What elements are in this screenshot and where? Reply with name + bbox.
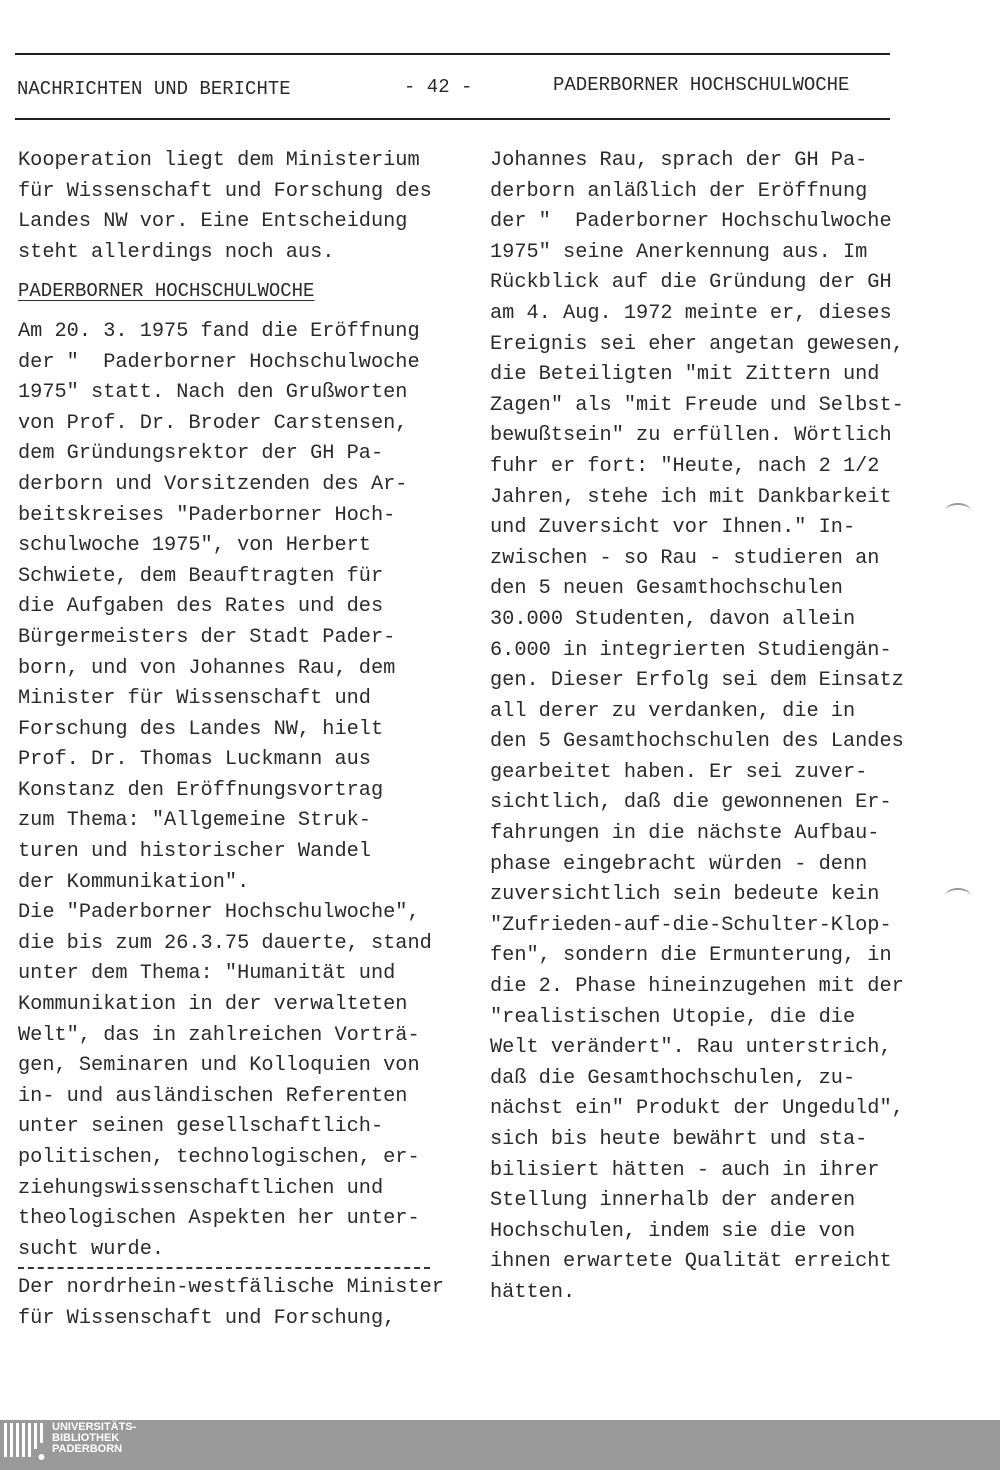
header-top-rule — [15, 53, 890, 55]
header-bottom-rule — [15, 118, 890, 120]
text-line: "Zufrieden-auf-die-Schulter-Klop- — [490, 913, 892, 937]
punch-hole-mark — [945, 503, 971, 519]
text-line: politischen, technologischen, er- — [18, 1146, 420, 1169]
text-line: Forschung des Landes NW, hielt — [18, 717, 384, 741]
text-line: "realistischen Utopie, die die — [490, 1005, 856, 1029]
text-line: der Kommunikation". — [18, 870, 250, 894]
section-heading: PADERBORNER HOCHSCHULWOCHE — [18, 280, 315, 303]
text-line: die Aufgaben des Rates und des — [18, 595, 384, 619]
text-line: Der nordrhein-westfälische Minister — [18, 1276, 444, 1300]
text-line: fahrungen in die nächste Aufbau- — [490, 822, 880, 846]
text-line: gen. Dieser Erfolg sei dem Einsatz — [490, 669, 904, 693]
text-line: theologischen Aspekten her unter- — [18, 1207, 420, 1231]
text-line: Welt verändert". Rau unterstrich, — [490, 1036, 892, 1060]
text-line: der " Paderborner Hochschulwoche — [18, 350, 420, 374]
text-line: zum Thema: "Allgemeine Struk- — [18, 809, 371, 833]
text-line: daß die Gesamthochschulen, zu- — [490, 1066, 856, 1090]
text-line: Die "Paderborner Hochschulwoche", — [18, 901, 420, 925]
text-line: Hochschulen, indem sie die von — [490, 1219, 856, 1243]
text-line: schulwoche 1975", von Herbert — [18, 534, 371, 558]
text-line: am 4. Aug. 1972 meinte er, dieses — [490, 301, 892, 325]
text-line: hätten. — [490, 1280, 576, 1304]
text-line: nächst ein" Produkt der Ungeduld", — [490, 1097, 904, 1121]
logo-line: UNIVERSITÄTS- — [52, 1421, 137, 1433]
text-line: turen und historischer Wandel — [18, 840, 371, 864]
text-line: zwischen - so Rau - studieren an — [490, 546, 880, 570]
text-line: Landes NW vor. Eine Entscheidung — [18, 210, 408, 234]
text-line: für Wissenschaft und Forschung, — [18, 1306, 396, 1330]
text-line: 30.000 Studenten, davon allein — [490, 607, 856, 631]
text-line: Am 20. 3. 1975 fand die Eröffnung — [18, 319, 420, 343]
text-line: Jahren, stehe ich mit Dankbarkeit — [490, 485, 892, 509]
text-line: steht allerdings noch aus. — [18, 240, 335, 264]
text-line: beitskreises "Paderborner Hoch- — [18, 503, 396, 527]
text-line: bewußtsein" zu erfüllen. Wörtlich — [490, 424, 892, 448]
logo-line: PADERBORN — [52, 1443, 123, 1455]
text-line: 6.000 in integrierten Studiengän- — [490, 638, 892, 662]
text-line: den 5 Gesamthochschulen des Landes — [490, 730, 904, 754]
punch-hole-mark — [945, 888, 971, 904]
text-line: dem Gründungsrektor der GH Pa- — [18, 442, 384, 466]
intro-paragraph — [18, 146, 468, 268]
text-line: Bürgermeisters der Stadt Pader- — [18, 625, 396, 649]
text-line: 1975" statt. Nach den Grußworten — [18, 381, 408, 405]
running-head-right: PADERBORNER HOCHSCHULWOCHE — [553, 74, 850, 96]
text-line: Stellung innerhalb der anderen — [490, 1189, 856, 1213]
text-line: in- und ausländischen Referenten — [18, 1084, 408, 1108]
text-line: Konstanz den Eröffnungsvortrag — [18, 778, 384, 802]
text-line: sichtlich, daß die gewonnenen Er- — [490, 791, 892, 815]
text-line: derborn anläßlich der Eröffnung — [490, 179, 868, 203]
article-body — [18, 317, 468, 1265]
text-line: Kommunikation in der verwalteten — [18, 993, 408, 1017]
text-line: phase eingebracht würden - denn — [490, 852, 868, 876]
page-number: - 42 - — [404, 76, 473, 98]
text-line: 1975" seine Anerkennung aus. Im — [490, 240, 868, 264]
text-line: der " Paderborner Hochschulwoche — [490, 210, 892, 234]
text-line: für Wissenschaft und Forschung des — [18, 179, 432, 203]
text-line: fen", sondern die Ermunterung, in — [490, 944, 892, 968]
running-head-left: NACHRICHTEN UND BERICHTE — [17, 78, 291, 100]
text-line: die 2. Phase hineinzugehen mit der — [490, 975, 904, 999]
text-line: ziehungswissenschaftlichen und — [18, 1176, 384, 1200]
text-line: derborn und Vorsitzenden des Ar- — [18, 472, 408, 496]
library-logo-icon — [4, 1423, 48, 1463]
text-line: unter seinen gesellschaftlich- — [18, 1115, 384, 1139]
text-line: bilisiert hätten - auch in ihrer — [490, 1158, 880, 1182]
text-line: Kooperation liegt dem Ministerium — [18, 149, 420, 172]
text-line: die bis zum 26.3.75 dauerte, stand — [18, 931, 432, 955]
text-line: Johannes Rau, sprach der GH Pa- — [490, 149, 868, 172]
text-line: ihnen erwartete Qualität erreicht — [490, 1250, 892, 1274]
closing-paragraph — [18, 1273, 468, 1334]
text-line: gen, Seminaren und Kolloquien von — [18, 1054, 420, 1078]
text-line: zuversichtlich sein bedeute kein — [490, 883, 880, 907]
text-line: unter dem Thema: "Humanität und — [18, 962, 396, 986]
text-line: Minister für Wissenschaft und — [18, 687, 371, 711]
left-column — [18, 146, 468, 1335]
text-line: die Beteiligten "mit Zittern und — [490, 363, 880, 387]
text-line: gearbeitet haben. Er sei zuver- — [490, 760, 868, 784]
text-line: Rückblick auf die Gründung der GH — [490, 271, 892, 295]
logo-line: BIBLIOTHEK — [52, 1432, 120, 1444]
text-line: und Zuversicht vor Ihnen." In- — [490, 516, 856, 540]
text-line: von Prof. Dr. Broder Carstensen, — [18, 411, 408, 435]
right-column — [490, 146, 930, 1309]
text-line: Zagen" als "mit Freude und Selbst- — [490, 393, 904, 417]
text-line: Welt", das in zahlreichen Vorträ- — [18, 1023, 420, 1047]
library-footer-banner — [0, 1420, 1000, 1470]
text-line: fuhr er fort: "Heute, nach 2 1/2 — [490, 454, 880, 478]
text-line: Prof. Dr. Thomas Luckmann aus — [18, 748, 371, 772]
text-line: sich bis heute bewährt und sta- — [490, 1128, 868, 1151]
text-line: Schwiete, dem Beauftragten für — [18, 564, 384, 588]
text-line: born, und von Johannes Rau, dem — [18, 656, 396, 680]
text-line: sucht wurde. — [18, 1237, 165, 1261]
text-line: den 5 neuen Gesamthochschulen — [490, 577, 843, 601]
library-logo-text — [52, 1422, 136, 1455]
text-line: all derer zu verdanken, die in — [490, 699, 856, 723]
text-line: Ereignis sei eher angetan gewesen, — [490, 332, 904, 356]
